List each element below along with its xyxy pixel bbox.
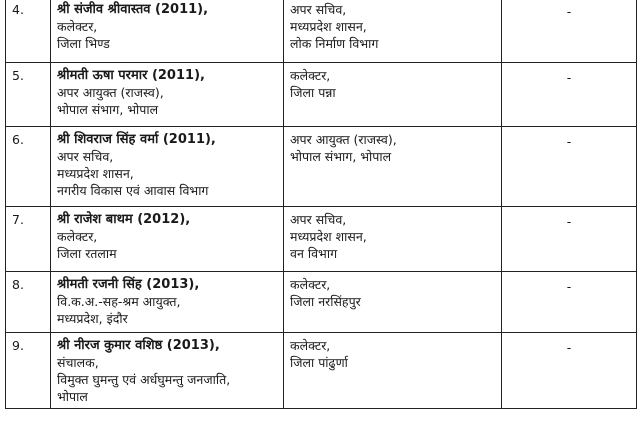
remark-dash: -	[566, 70, 572, 85]
current-posting-line: अपर सचिव,	[57, 149, 114, 164]
new-posting-line: जिला नरसिंहपुर	[290, 294, 361, 309]
officer-cell	[51, 63, 284, 127]
officer-name: श्री नीरज कुमार वशिष्ठ (2013),	[57, 338, 220, 353]
new-posting-cell	[284, 63, 502, 127]
officer-name: श्री संजीव श्रीवास्तव (2011),	[57, 2, 209, 17]
officer-cell	[51, 0, 284, 63]
new-posting-cell	[284, 0, 502, 63]
new-posting-line: अपर सचिव,	[290, 2, 347, 17]
new-posting-line: कलेक्टर,	[290, 277, 331, 292]
new-posting-cell	[284, 272, 502, 333]
remark-dash: -	[566, 340, 572, 355]
current-posting-line: नगरीय विकास एवं आवास विभाग	[57, 183, 209, 198]
new-posting-cell	[284, 333, 502, 409]
current-posting-line: भोपाल संभाग, भोपाल	[57, 102, 159, 117]
remark-dash: -	[566, 4, 572, 19]
new-posting-cell	[284, 207, 502, 272]
transfer-order-table	[5, 0, 637, 409]
current-posting-line: जिला भिण्ड	[57, 36, 110, 51]
remark-cell	[502, 0, 637, 63]
serial-number: 8.	[6, 272, 51, 333]
remark-cell	[502, 127, 637, 207]
current-posting-line: भोपाल	[57, 389, 88, 404]
serial-number: 7.	[6, 207, 51, 272]
new-posting-line: वन विभाग	[290, 246, 338, 261]
new-posting-line: लोक निर्माण विभाग	[290, 36, 379, 51]
serial-number: 6.	[6, 127, 51, 207]
new-posting-cell	[284, 127, 502, 207]
remark-cell	[502, 63, 637, 127]
current-posting-line: वि.क.अ.-सह-श्रम आयुक्त,	[57, 294, 181, 309]
remark-cell	[502, 207, 637, 272]
table-row	[6, 207, 637, 272]
current-posting-line: कलेक्टर,	[57, 19, 98, 34]
table-row	[6, 272, 637, 333]
table-row	[6, 0, 637, 63]
officer-name: श्रीमती रजनी सिंह (2013),	[57, 277, 200, 292]
remark-cell	[502, 333, 637, 409]
current-posting-line: कलेक्टर,	[57, 229, 98, 244]
remark-dash: -	[566, 279, 572, 294]
new-posting-line: अपर आयुक्त (राजस्व),	[290, 132, 397, 147]
table-row	[6, 127, 637, 207]
new-posting-line: भोपाल संभाग, भोपाल	[290, 149, 392, 164]
table-body	[6, 0, 637, 409]
current-posting-line: संचालक,	[57, 355, 99, 370]
new-posting-line: अपर सचिव,	[290, 212, 347, 227]
new-posting-line: कलेक्टर,	[290, 68, 331, 83]
serial-number: 5.	[6, 63, 51, 127]
officer-name: श्री राजेश बाथम (2012),	[57, 212, 191, 227]
new-posting-line: जिला पन्ना	[290, 85, 336, 100]
serial-number: 9.	[6, 333, 51, 409]
remark-dash: -	[566, 134, 572, 149]
new-posting-line: कलेक्टर,	[290, 338, 331, 353]
current-posting-line: मध्यप्रदेश शासन,	[57, 166, 134, 181]
table-row	[6, 63, 637, 127]
table-row	[6, 333, 637, 409]
remark-dash: -	[566, 214, 572, 229]
officer-cell	[51, 333, 284, 409]
officer-name: श्रीमती ऊषा परमार (2011),	[57, 68, 205, 83]
current-posting-line: जिला रतलाम	[57, 246, 117, 261]
current-posting-line: विमुक्त घुमन्तु एवं अर्धघुमन्तु जनजाति,	[57, 372, 231, 387]
serial-number: 4.	[6, 0, 51, 63]
new-posting-line: मध्यप्रदेश शासन,	[290, 19, 367, 34]
new-posting-line: मध्यप्रदेश शासन,	[290, 229, 367, 244]
officer-cell	[51, 127, 284, 207]
remark-cell	[502, 272, 637, 333]
current-posting-line: मध्यप्रदेश, इंदौर	[57, 311, 128, 326]
officer-name: श्री शिवराज सिंह वर्मा (2011),	[57, 132, 216, 147]
new-posting-line: जिला पांढुर्णा	[290, 355, 348, 370]
current-posting-line: अपर आयुक्त (राजस्व),	[57, 85, 164, 100]
officer-cell	[51, 207, 284, 272]
officer-cell	[51, 272, 284, 333]
